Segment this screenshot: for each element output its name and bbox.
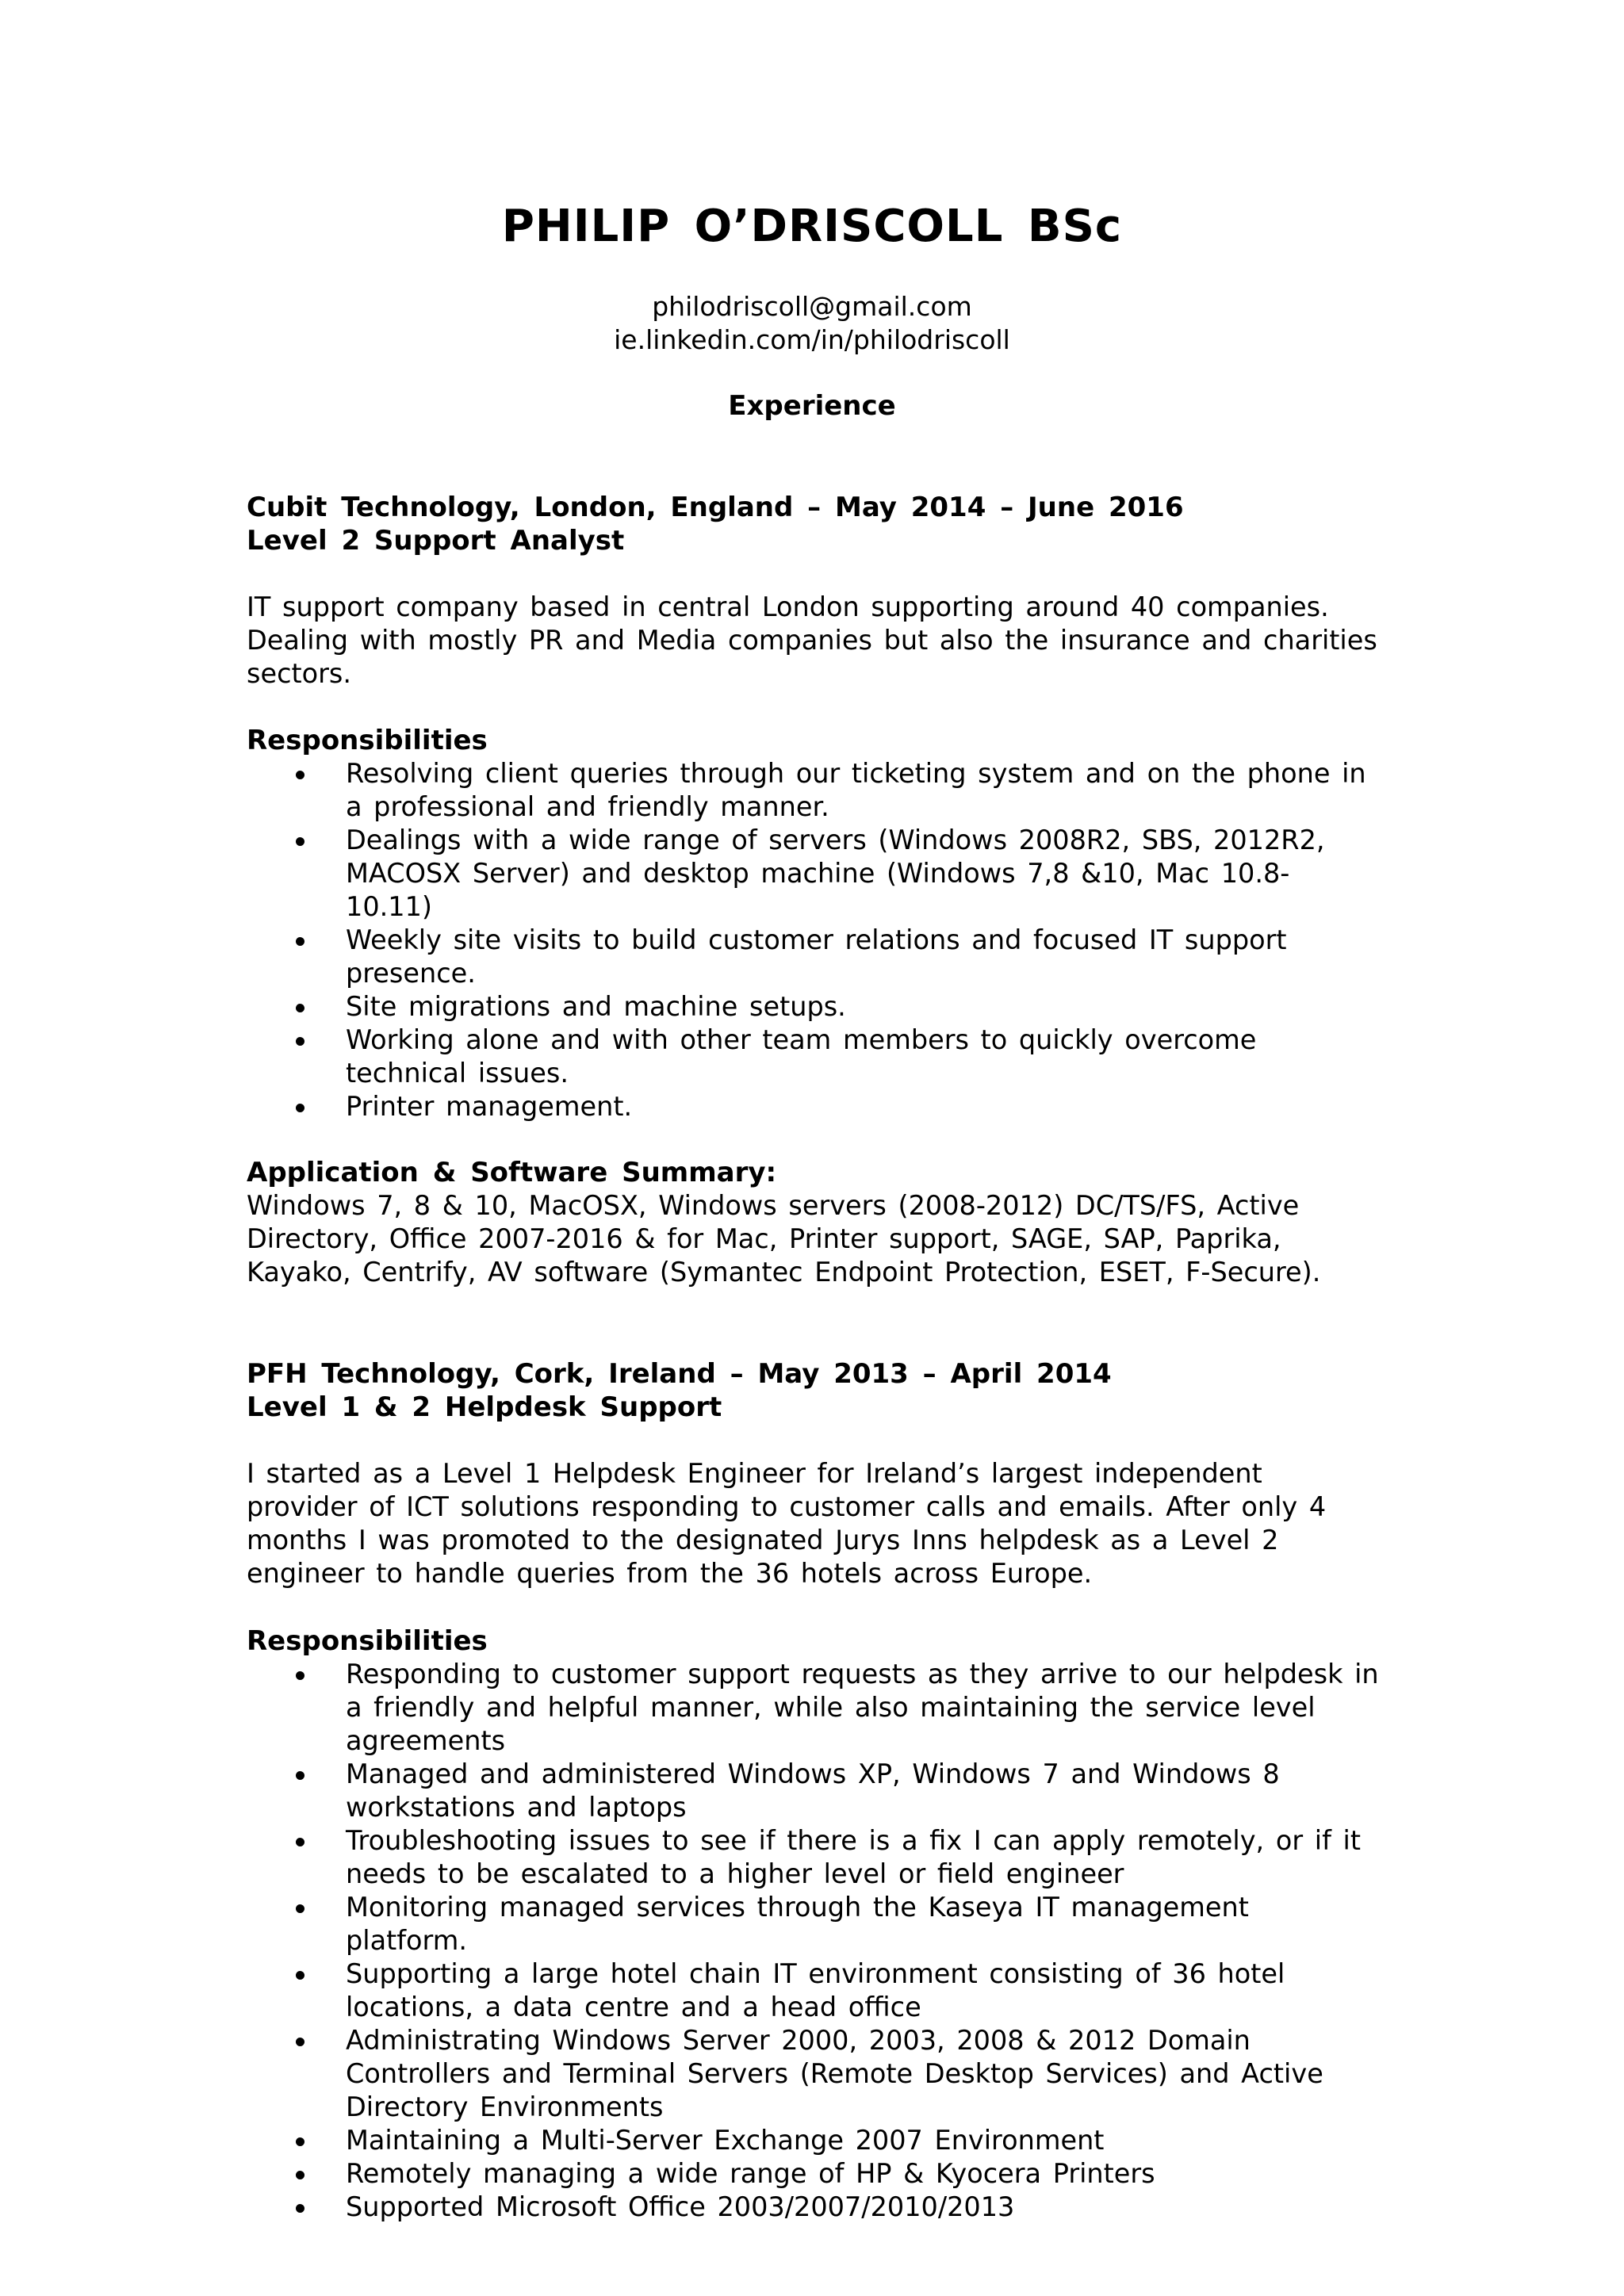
job-1-software-line: Directory, Office 2007-2016 & for Mac, Printer support, SAGE, SAP, Paprika, [247, 1223, 1281, 1254]
job-2-header [247, 1357, 1388, 1424]
job-2-summary [247, 1457, 1388, 1590]
email-address[interactable]: philodriscoll@gmail.com [652, 291, 972, 322]
job-1-summary-line: IT support company based in central London supporting around 40 companies. [247, 591, 1329, 622]
bullet-icon [296, 2137, 304, 2146]
job-1-software-title: Application & Software Summary: [247, 1157, 777, 1188]
bullet-icon [296, 1037, 304, 1046]
job-2-company-line: PFH Technology, Cork, Ireland – May 2013 – April 2014 [247, 1358, 1112, 1390]
experience-heading: Experience [728, 390, 896, 422]
bullet-icon [296, 2038, 304, 2046]
list-item: Printer management. [247, 1090, 1388, 1123]
list-item: Managed and administered Windows XP, Windows 7 and Windows 8 workstations and laptops [247, 1758, 1388, 1824]
job-1-summary [247, 591, 1388, 691]
job-2-summary-line: engineer to handle queries from the 36 hotels across Europe. [247, 1558, 1093, 1589]
bullet-icon [296, 1671, 304, 1680]
bullet-icon [296, 1838, 304, 1846]
linkedin-url[interactable]: ie.linkedin.com/in/philodriscoll [614, 324, 1010, 355]
job-2-summary-line: months I was promoted to the designated Jurys Inns helpdesk as a Level 2 [247, 1525, 1279, 1556]
job-2-role: Level 1 & 2 Helpdesk Support [247, 1391, 722, 1423]
list-item: Supported Microsoft Office 2003/2007/2010/2013 [247, 2191, 1388, 2224]
job-1-responsibilities-title: Responsibilities [247, 725, 488, 756]
list-item: Dealings with a wide range of servers (Windows 2008R2, SBS, 2012R2, MACOSX Server) and desktop machine (Windows 7,8 &10, Mac 10.8- 10.11) [247, 824, 1388, 924]
list-item: Administrating Windows Server 2000, 2003, 2008 & 2012 Domain Controllers and Terminal Servers (Remote Desktop Services) and Active Directory Environments [247, 2024, 1388, 2124]
bullet-icon [296, 837, 304, 846]
bullet-icon [296, 937, 304, 946]
list-item: Working alone and with other team members to quickly overcome technical issues. [247, 1024, 1388, 1090]
bullet-icon [296, 1771, 304, 1780]
bullet-icon [296, 771, 304, 779]
bullet-icon [296, 1004, 304, 1012]
candidate-name: PHILIP O’DRISCOLL BSc [501, 201, 1123, 252]
bullet-icon [296, 2204, 304, 2213]
job-1-summary-line: Dealing with mostly PR and Media companies but also the insurance and charities [247, 625, 1377, 656]
job-2-summary-line: I started as a Level 1 Helpdesk Engineer for Ireland’s largest independent [247, 1458, 1262, 1489]
list-item: Weekly site visits to build customer relations and focused IT support presence. [247, 924, 1388, 990]
list-item: Resolving client queries through our ticketing system and on the phone in a professional and friendly manner. [247, 757, 1388, 824]
job-1-software-line: Windows 7, 8 & 10, MacOSX, Windows servers (2008-2012) DC/TS/FS, Active [247, 1190, 1300, 1221]
list-item: Responding to customer support requests as they arrive to our helpdesk in a friendly and helpful manner, while also maintaining the service level agreements [247, 1658, 1388, 1758]
job-1-role: Level 2 Support Analyst [247, 525, 625, 557]
list-item: Remotely managing a wide range of HP & Kyocera Printers [247, 2157, 1388, 2191]
bullet-icon [296, 1971, 304, 1980]
list-item: Monitoring managed services through the Kaseya IT management platform. [247, 1891, 1388, 1957]
job-2-responsibilities-title: Responsibilities [247, 1625, 488, 1657]
job-1-responsibilities-list [247, 757, 1388, 1123]
job-2-responsibilities-list [247, 1658, 1388, 2224]
job-1-summary-line: sectors. [247, 658, 351, 689]
bullet-icon [296, 1104, 304, 1112]
list-item: Site migrations and machine setups. [247, 990, 1388, 1024]
job-1-software-summary [247, 1156, 1388, 1289]
job-1-header [247, 491, 1388, 557]
list-item: Supporting a large hotel chain IT environment consisting of 36 hotel locations, a data centre and a head office [247, 1957, 1388, 2024]
list-item: Troubleshooting issues to see if there is a fix I can apply remotely, or if it needs to be escalated to a higher level or field engineer [247, 1824, 1388, 1891]
job-2-summary-line: provider of ICT solutions responding to customer calls and emails. After only 4 [247, 1491, 1327, 1522]
bullet-icon [296, 2171, 304, 2179]
job-2-responsibilities [247, 1624, 1388, 2224]
job-1-software-line: Kayako, Centrify, AV software (Symantec Endpoint Protection, ESET, F-Secure). [247, 1257, 1321, 1288]
list-item: Maintaining a Multi-Server Exchange 2007 Environment [247, 2124, 1388, 2157]
job-1-company-line: Cubit Technology, London, England – May 2014 – June 2016 [247, 492, 1184, 523]
bullet-icon [296, 1904, 304, 1913]
job-1-responsibilities [247, 724, 1388, 1123]
